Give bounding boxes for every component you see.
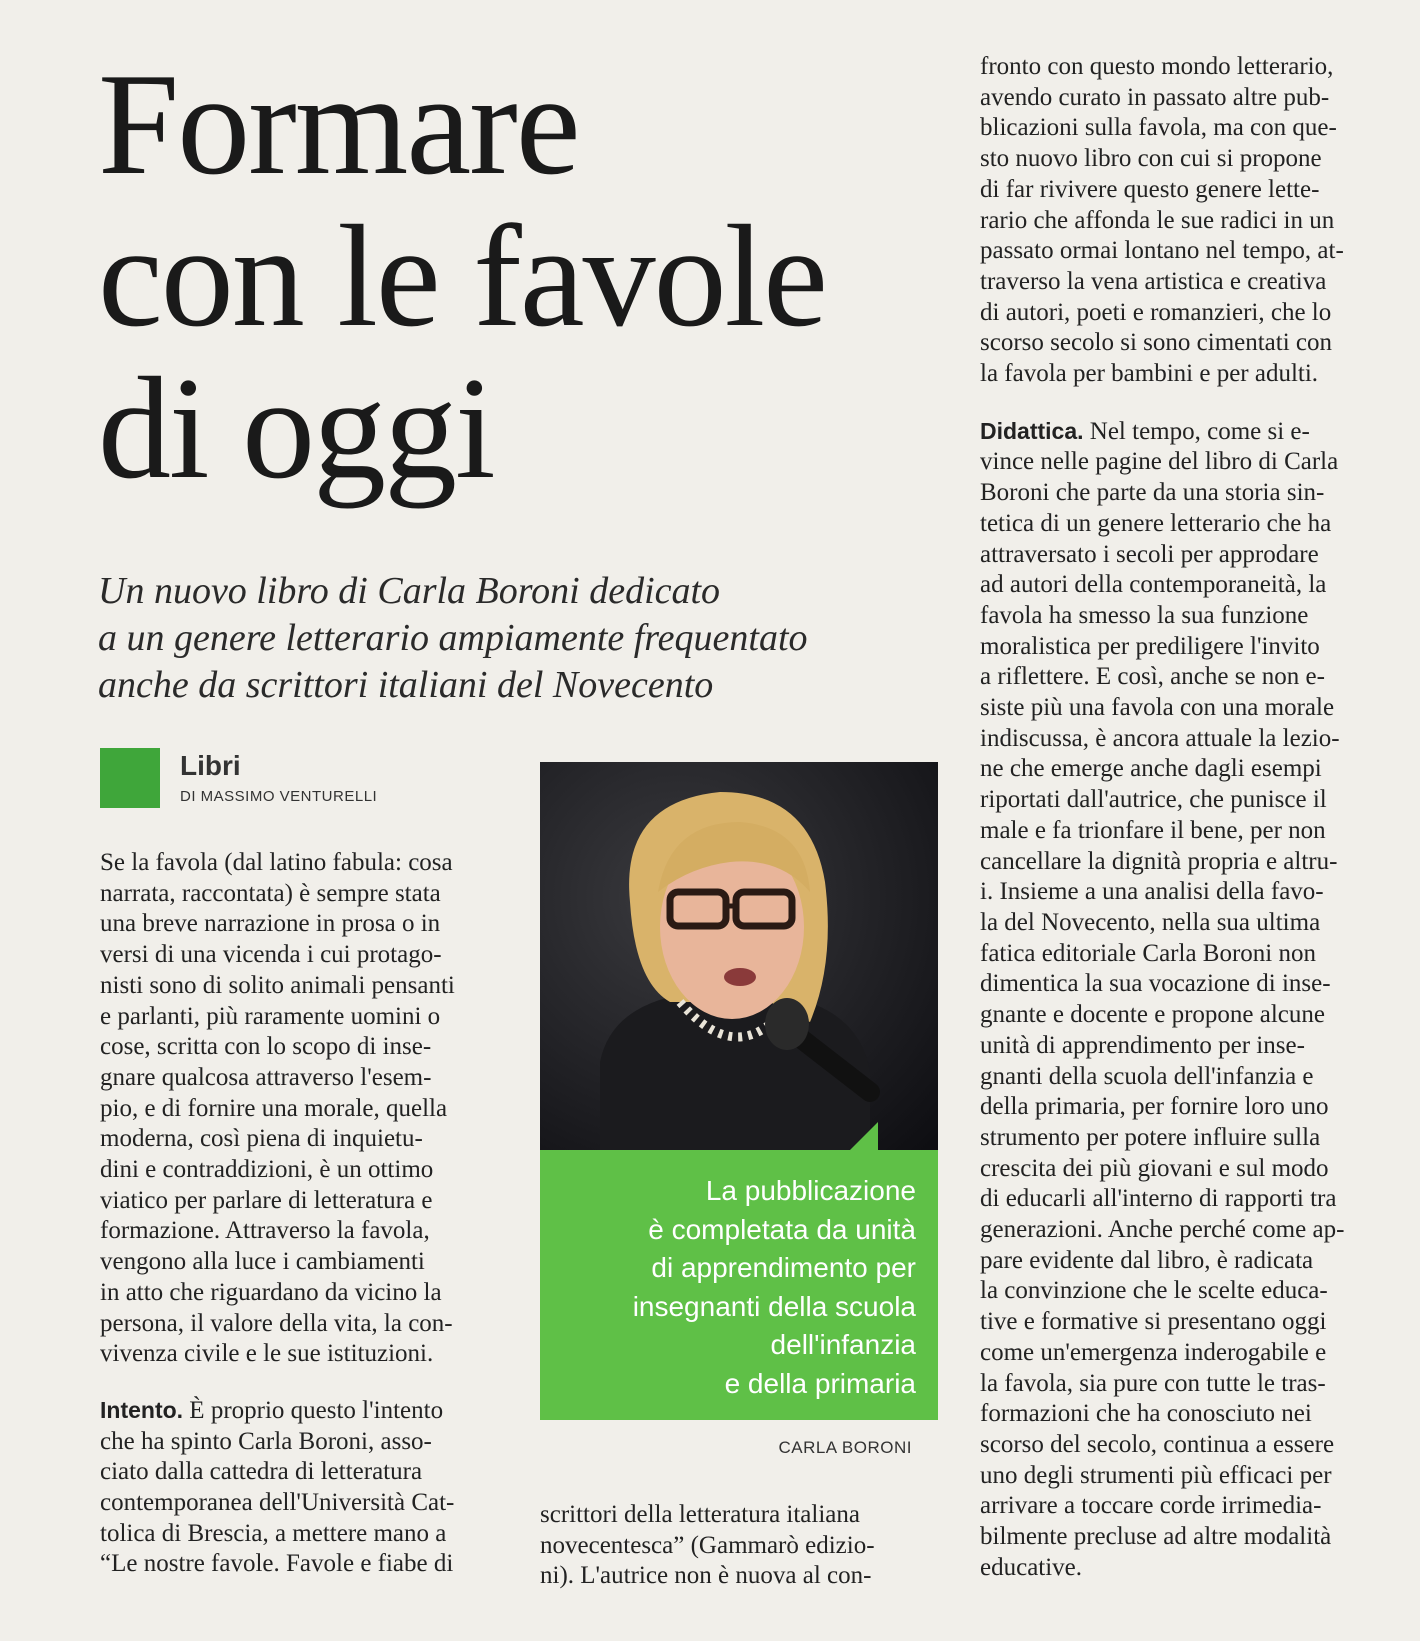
text-fragment: Nel tempo, come si e- [1083,417,1310,445]
text-line: scorso secolo si sono cimentati con [980,329,1333,357]
headline [98,43,948,509]
text-line: arrivare a toccare corde irrimedia- [980,1492,1322,1520]
text-line: narrata, raccontata) è sempre stata [100,879,441,907]
headline-line: di oggi [98,347,494,509]
text-line: in atto che riguardano da vicino la [100,1278,442,1306]
text-line: fronto con questo mondo letterario, [980,53,1334,80]
text-line: male e fa trionfare il bene, per non [980,816,1326,844]
pullquote-line: dell'infanzia [770,1329,916,1360]
text-line: dini e contraddizioni, è un ottimo [100,1156,434,1184]
text-line: cose, scritta con lo scopo di inse- [100,1033,432,1061]
pullquote-notch [850,1122,878,1150]
paragraph-intro [100,848,500,1370]
pullquote-text [546,1172,916,1403]
portrait-illustration [540,762,938,1150]
text-line: della primaria, per fornire loro uno [980,1093,1329,1121]
text-line: Se la favola (dal latino fabula: cosa [100,849,453,876]
text-line: una breve narrazione in prosa o in [100,910,441,938]
pullquote-line: è completata da unità [648,1213,916,1245]
text-line: gnanti della scuola dell'infanzia e [980,1062,1314,1090]
text-line: “Le nostre favole. Favole e fiabe di [100,1550,454,1578]
text-line: rario che affonda le sue radici in un [980,206,1335,234]
text-line: attraversato i secoli per approdare [980,540,1319,568]
text-line: la favola per bambini e per adulti. [980,360,1319,388]
text-line [980,416,1380,448]
text-line [100,1395,500,1427]
text-line: novecentesca” (Gammarò edizio- [540,1531,875,1559]
section-color-square [100,748,160,808]
text-line: vince nelle pagine del libro di Carla [980,448,1339,476]
text-line: favola ha smesso la sua funzione [980,601,1309,629]
paragraph-continuation [980,52,1380,390]
text-line: ad autori della contemporaneità, la [980,571,1327,599]
section-label: Libri [180,750,241,781]
text-line: passato ormai lontano nel tempo, at- [980,237,1344,265]
text-line: tive e formative si presentano oggi [980,1308,1327,1336]
paragraph-lead-intento: Intento. [100,1396,184,1423]
text-line: a riflettere. E così, anche se non e- [980,663,1325,691]
pullquote-line: La pubblicazione [705,1175,916,1206]
text-line: la convinzione che le scelte educa- [980,1277,1328,1305]
text-line: che ha spinto Carla Boroni, asso- [100,1427,432,1455]
subtitle-line: anche da scrittori italiani del Novecento [98,664,714,706]
text-line: traverso la vena artistica e creativa [980,267,1327,295]
text-line: vivenza civile e le sue istituzioni. [100,1340,434,1368]
text-line: la del Novecento, nella sua ultima [980,908,1321,936]
text-line: cancellare la dignità propria e altru- [980,847,1338,875]
text-line: pare evidente dal libro, è radicata [980,1246,1314,1274]
text-line: sto nuovo libro con cui si propone [980,145,1322,173]
text-line: di autori, poeti e romanzieri, che lo [980,298,1332,326]
text-line: riportati dall'autrice, che punisce il [980,786,1327,814]
text-fragment: È proprio questo l'intento [183,1396,444,1424]
text-line: moderna, così piena di inquietu- [100,1125,423,1153]
headline-line: con le favole [98,195,826,357]
text-line: come un'emergenza inderogabile e [980,1338,1327,1366]
text-line: Boroni che parte da una storia sin- [980,479,1325,507]
subtitle [98,568,938,709]
subtitle-line: a un genere letterario ampiamente frequentato [98,617,808,659]
text-line: pio, e di fornire una morale, quella [100,1094,448,1122]
paragraph-intento [100,1395,500,1580]
author-byline: DI MASSIMO VENTURELLI [180,788,378,805]
article-column-1 [100,848,500,1580]
text-line: ne che emerge anche dagli esempi [980,755,1322,783]
text-line: indiscussa, è ancora attuale la lezio- [980,724,1340,752]
text-line: crescita dei più giovani e sul modo [980,1154,1329,1182]
paragraph-didattica [980,416,1380,1584]
subtitle-line: Un nuovo libro di Carla Boroni dedicato [98,570,721,612]
text-line: moralistica per prediligere l'invito [980,632,1320,660]
text-line: scrittori della letteratura italiana [540,1501,860,1528]
text-line: blicazioni sulla favola, ma con que- [980,114,1337,142]
text-line: fatica editoriale Carla Boroni non [980,939,1316,967]
text-line: scorso del secolo, continua a essere [980,1430,1335,1458]
text-line: educative. [980,1553,1083,1581]
article-column-3 [980,52,1380,1583]
text-line: unità di apprendimento per inse- [980,1031,1305,1059]
text-line: avendo curato in passato altre pub- [980,83,1330,111]
text-line: i. Insieme a una analisi della favo- [980,878,1324,906]
text-line: contemporanea dell'Università Cat- [100,1489,455,1517]
text-line: generazioni. Anche perché come ap- [980,1216,1345,1244]
text-line: strumento per potere influire sulla [980,1123,1321,1151]
text-line: ni). L'autrice non è nuova al con- [540,1562,872,1590]
text-line: di far rivivere questo genere lette- [980,175,1320,203]
text-line: di educarli all'interno di rapporti tra [980,1185,1337,1213]
text-line: tolica di Brescia, a mettere mano a [100,1519,447,1547]
text-line: viatico per parlare di letteratura e [100,1186,433,1214]
text-line: siste più una favola con una morale [980,694,1335,722]
text-line: e parlanti, più raramente uomini o [100,1002,441,1030]
text-line: vengono alla luce i cambiamenti [100,1248,425,1276]
text-line: bilmente precluse ad altre modalità [980,1523,1332,1551]
text-line: nisti sono di solito animali pensanti [100,971,455,999]
pullquote-box [540,1150,938,1420]
text-line: formazioni che ha conosciuto nei [980,1400,1312,1428]
text-line: gnare qualcosa attraverso l'esem- [100,1063,432,1091]
text-line: tetica di un genere letterario che ha [980,509,1332,537]
text-line: formazione. Attraverso la favola, [100,1217,430,1245]
text-line: persona, il valore della vita, la con- [100,1309,453,1337]
pullquote-line: insegnanti della scuola [632,1290,916,1322]
text-line: gnante e docente e propone alcune [980,1001,1325,1029]
paragraph-continuation [540,1500,940,1592]
headline-line: Formare [98,43,579,205]
paragraph-lead-didattica: Didattica. [980,417,1084,444]
photo-caption: CARLA BORONI [778,1438,912,1457]
pullquote-line: di apprendimento per [651,1252,916,1283]
text-line: ciato dalla cattedra di letteratura [100,1458,423,1486]
pullquote-line: e della primaria [724,1367,916,1399]
text-line: uno degli strumenti più efficaci per [980,1461,1332,1489]
text-line: versi di una vicenda i cui protago- [100,941,442,969]
article-column-2 [540,1500,940,1592]
text-line: la favola, sia pure con tutte le tras- [980,1369,1326,1397]
text-line: dimentica la sua vocazione di inse- [980,970,1331,998]
author-photo [540,762,938,1150]
